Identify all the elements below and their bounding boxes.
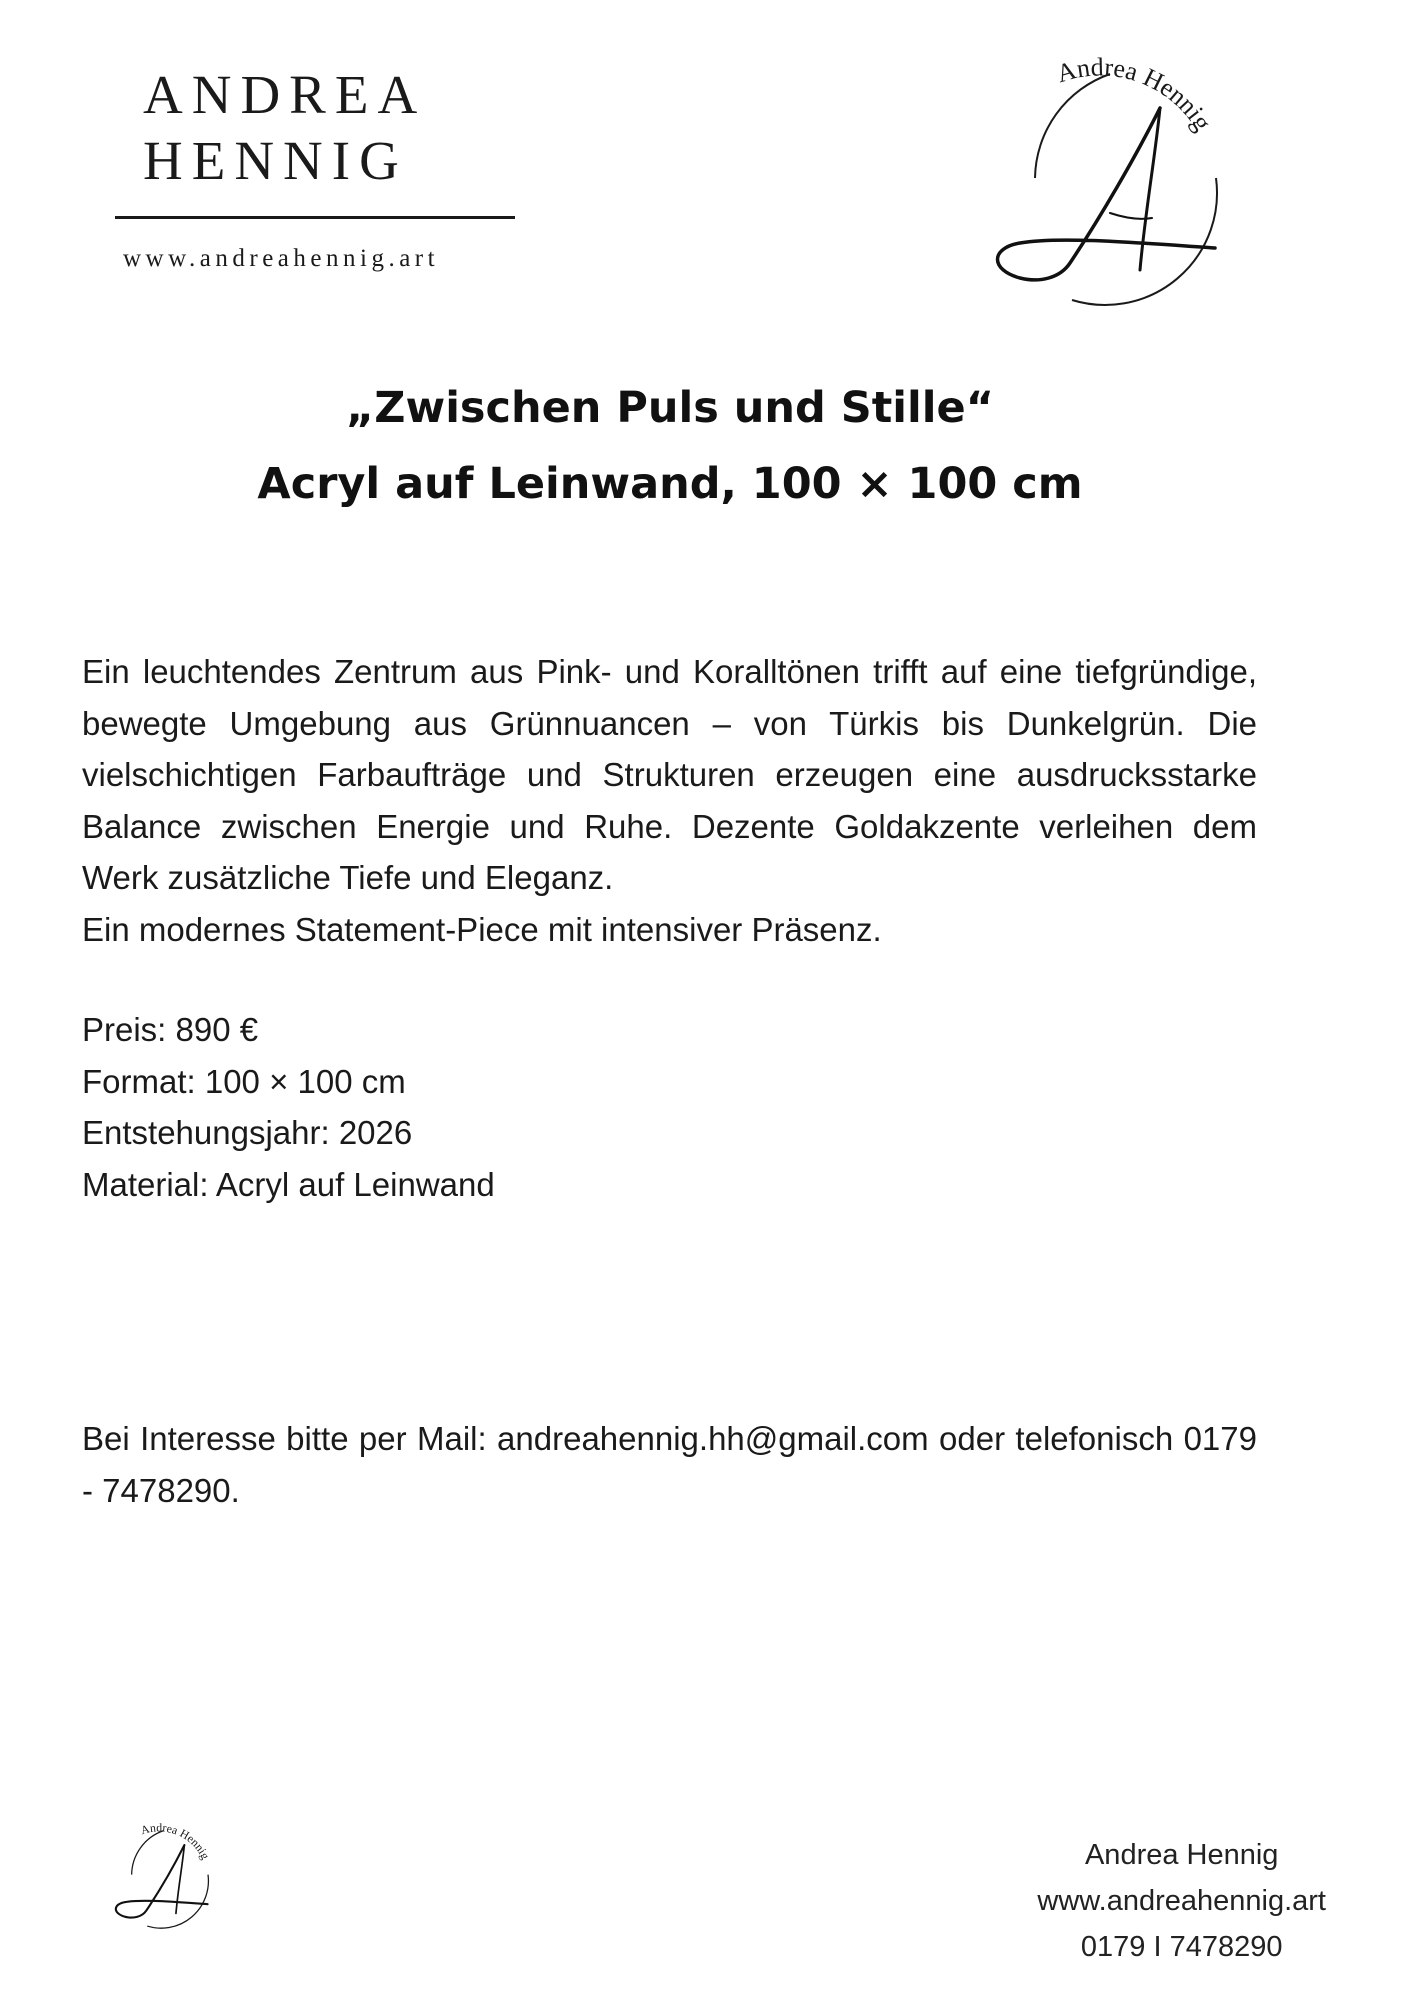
- brand-block: [115, 62, 515, 273]
- logo-small-signature-text: Andrea Hennig: [139, 1820, 213, 1862]
- svg-text:Andrea Hennig: [1053, 52, 1217, 135]
- footer-name: Andrea Hennig: [1084, 1839, 1279, 1871]
- svg-text:Andrea Hennig: [139, 1820, 213, 1861]
- artwork-subtitle: Acryl auf Leinwand, 100 × 100 cm: [257, 459, 1083, 509]
- signature-logo-large: [960, 38, 1280, 308]
- brand-website: www.andreahennig.art: [123, 245, 440, 272]
- artwork-facts: [82, 1004, 1257, 1210]
- brand-name-line-1: ANDREA: [143, 64, 427, 125]
- brand-name-line-2: HENNIG: [143, 130, 408, 191]
- footer-website: www.andreahennig.art: [1037, 1885, 1326, 1917]
- artwork-description: [82, 646, 1257, 955]
- fact-price: Preis: 890 €: [82, 1011, 259, 1048]
- logo-signature-text: Andrea Hennig: [1053, 52, 1218, 136]
- artwork-title-block: [0, 370, 1340, 522]
- fact-material: Material: Acryl auf Leinwand: [82, 1165, 495, 1203]
- description-statement: Ein modernes Statement-Piece mit intensiver Präsenz.: [82, 910, 882, 948]
- signature-logo-small: [100, 1815, 235, 1930]
- fact-year: Entstehungsjahr: 2026: [82, 1114, 413, 1151]
- fact-format: Format: 100 × 100 cm: [82, 1062, 406, 1100]
- contact-text: Bei Interesse bitte per Mail: andreahennig.hh@gmail.com oder telefonisch 0179 - 7478290.: [82, 1420, 1257, 1509]
- description-paragraph: Ein leuchtendes Zentrum aus Pink- und Koralltönen trifft auf eine tiefgründige, bewegte Umgebung aus Grünnuancen – von Türkis bis Dunkelgrün. Die vielschichtigen Farbaufträge und Strukturen erzeugen eine ausdrucksstarke Balance zwischen Energie und Ruhe. Dezente Goldakzente verleihen dem Werk zusätzliche Tiefe und Eleganz.: [82, 653, 1257, 896]
- brand-divider: [115, 216, 515, 219]
- footer-contact: [1037, 1832, 1326, 1970]
- artwork-title: „Zwischen Puls und Stille“: [346, 383, 994, 433]
- footer-phone: 0179 I 7478290: [1080, 1931, 1283, 1963]
